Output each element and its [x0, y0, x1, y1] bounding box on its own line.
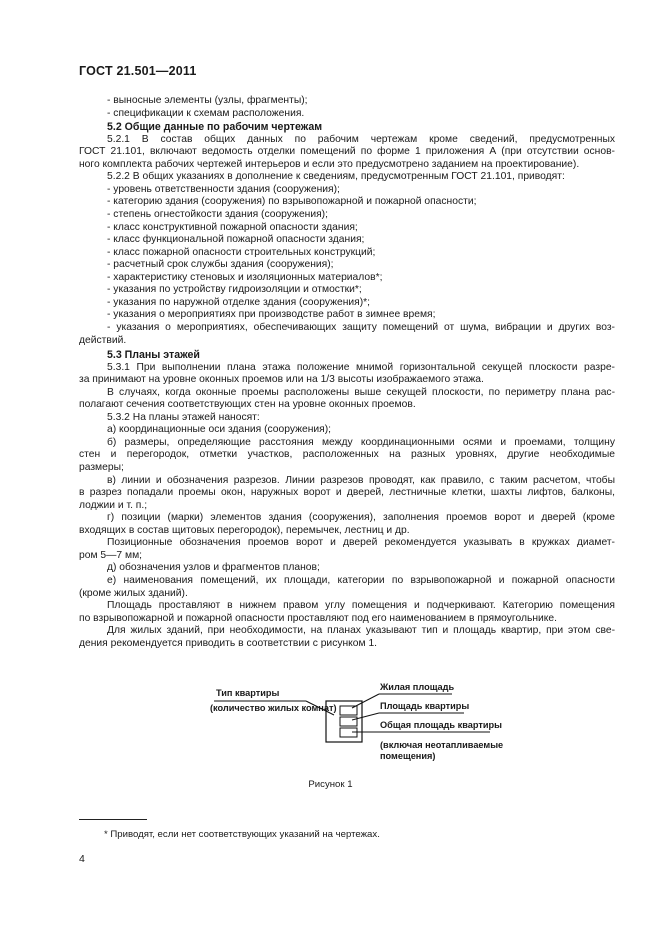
text-line: - категорию здания (сооружения) по взрывопожарной и пожарной опасности; — [107, 196, 477, 208]
footnote-separator — [79, 819, 147, 820]
text-line: - степень огнестойкости здания (сооружения); — [107, 209, 328, 220]
label-total-note-1: (включая неотапливаемые — [380, 740, 504, 750]
text-line: - указания по наружной отделке здания (сооружения)*; — [107, 296, 371, 308]
text-line: стен и перегородок, отметки участков, расположенных на разных уровнях, другие необходимые — [79, 449, 615, 461]
text-line: лоджии и т. п.; — [79, 499, 148, 511]
label-total-area: Общая площадь квартиры — [380, 720, 502, 730]
label-living-area: Жилая площадь — [380, 682, 455, 692]
label-apartment-type: Тип квартиры — [216, 688, 280, 698]
text-line: - указания о мероприятиях при производстве работ в зимнее время; — [107, 309, 436, 321]
text-line: г) позиции (марки) элементов здания (сооружения), заполнения проемов ворот и дверей (кроме — [107, 512, 615, 524]
page-number: 4 — [79, 853, 85, 865]
text-line: - указания по устройству гидроизоляции и отмостки*; — [107, 284, 362, 296]
text-line: д) обозначения узлов и фрагментов планов; — [107, 562, 320, 574]
figure-caption: Рисунок 1 — [308, 779, 353, 790]
text-line: - класс пожарной опасности строительных конструкций; — [107, 246, 376, 258]
text-line: 5.3.1 При выполнении плана этажа положение мнимой горизонтальной секущей плоскости разре- — [107, 361, 615, 373]
apartment-area-cell — [340, 717, 357, 726]
text-line: действий. — [79, 334, 127, 346]
text-line: по взрывопожарной и пожарной опасности проставляют под его наименованием в прямоугольнике. — [79, 612, 557, 624]
text-line: - указания о мероприятиях, обеспечивающих защиту помещений от шума, вибрации и других воз- — [107, 321, 615, 333]
text-line: Для жилых зданий, при необходимости, на планах указывают тип и площадь квартир, при этом све- — [107, 625, 615, 637]
label-apartment-area: Площадь квартиры — [380, 701, 470, 711]
text-line: ГОСТ 21.101, включают ведомость отделки помещений по форме 1 приложения А (при отсутствии основ- — [79, 146, 615, 158]
text-line: 5.2.2 В общих указаниях в дополнение к сведениям, предусмотренным ГОСТ 21.101, приводят: — [107, 171, 565, 183]
text-line: в) линии и обозначения разрезов. Линии разрезов проводят, как правило, с таким расчетом, чтобы — [107, 474, 615, 486]
text-line: - спецификации к схемам расположения. — [107, 107, 305, 119]
text-line: входящих в состав щитовых перегородок), перемычек, лестниц и др. — [79, 524, 410, 536]
text-line: - расчетный срок службы здания (сооружения); — [107, 259, 334, 271]
label-total-note-2: помещения) — [380, 751, 436, 761]
text-line: - класс конструктивной пожарной опасности здания; — [107, 221, 358, 233]
text-line: в разрез попадали проемы окон, наружных ворот и дверей, лестничные клетки, шахты лифтов, балконы, — [79, 487, 615, 499]
text-line: (кроме жилых зданий). — [79, 587, 188, 599]
text-line: ного комплекта рабочих чертежей интерьеров и если это предусмотрено заданием на проектирование). — [79, 158, 580, 170]
text-line: 5.2.1 В состав общих данных по рабочим чертежам кроме сведений, предусмотренных — [107, 133, 615, 145]
text-line: б) размеры, определяющие расстояния между координационными осями и проемами, толщину — [107, 436, 615, 448]
footnote: * Приводят, если нет соответствующих указаний на чертежах. — [104, 829, 380, 840]
text-line: В случаях, когда оконные проемы расположены выше секущей плоскости, по периметру плана рас- — [107, 386, 615, 398]
text-line: за принимают на уровне оконных проемов или на 1/3 высоты изображаемого этажа. — [79, 374, 484, 386]
text-line: полагают сечения соответствующих стен на уровне оконных проемов. — [79, 399, 416, 411]
text-line: - выносные элементы (узлы, фрагменты); — [107, 95, 308, 106]
text-line: Позиционные обозначения проемов ворот и дверей рекомендуется указывать в кружках диамет- — [107, 537, 615, 549]
text-line: ром 5—7 мм; — [79, 549, 143, 561]
section-heading: 5.2 Общие данные по рабочим чертежам — [107, 121, 323, 134]
text-line: дения рекомендуется приводить в соответствии с рисунком 1. — [79, 637, 378, 649]
text-line: а) координационные оси здания (сооружения); — [107, 424, 332, 436]
text-line: - характеристику стеновых и изоляционных материалов*; — [107, 271, 383, 283]
text-line: 5.3.2 На планы этажей наносят: — [107, 411, 260, 423]
label-room-count: (количество жилых комнат) — [210, 703, 337, 713]
text-line: - уровень ответственности здания (сооружения); — [107, 183, 340, 195]
figure-1 — [180, 682, 504, 782]
text-line: е) наименования помещений, их площади, категории по взрывопожарной и пожарной опасности — [107, 574, 615, 586]
living-area-cell — [340, 706, 357, 715]
section-heading: 5.3 Планы этажей — [107, 349, 200, 361]
text-line: Площадь проставляют в нижнем правом углу помещения и подчеркивают. Категорию помещения — [107, 600, 615, 611]
document-header: ГОСТ 21.501—2011 — [79, 64, 197, 78]
text-line: - класс функциональной пожарной опасности здания; — [107, 234, 365, 246]
text-line: размеры; — [79, 462, 124, 473]
